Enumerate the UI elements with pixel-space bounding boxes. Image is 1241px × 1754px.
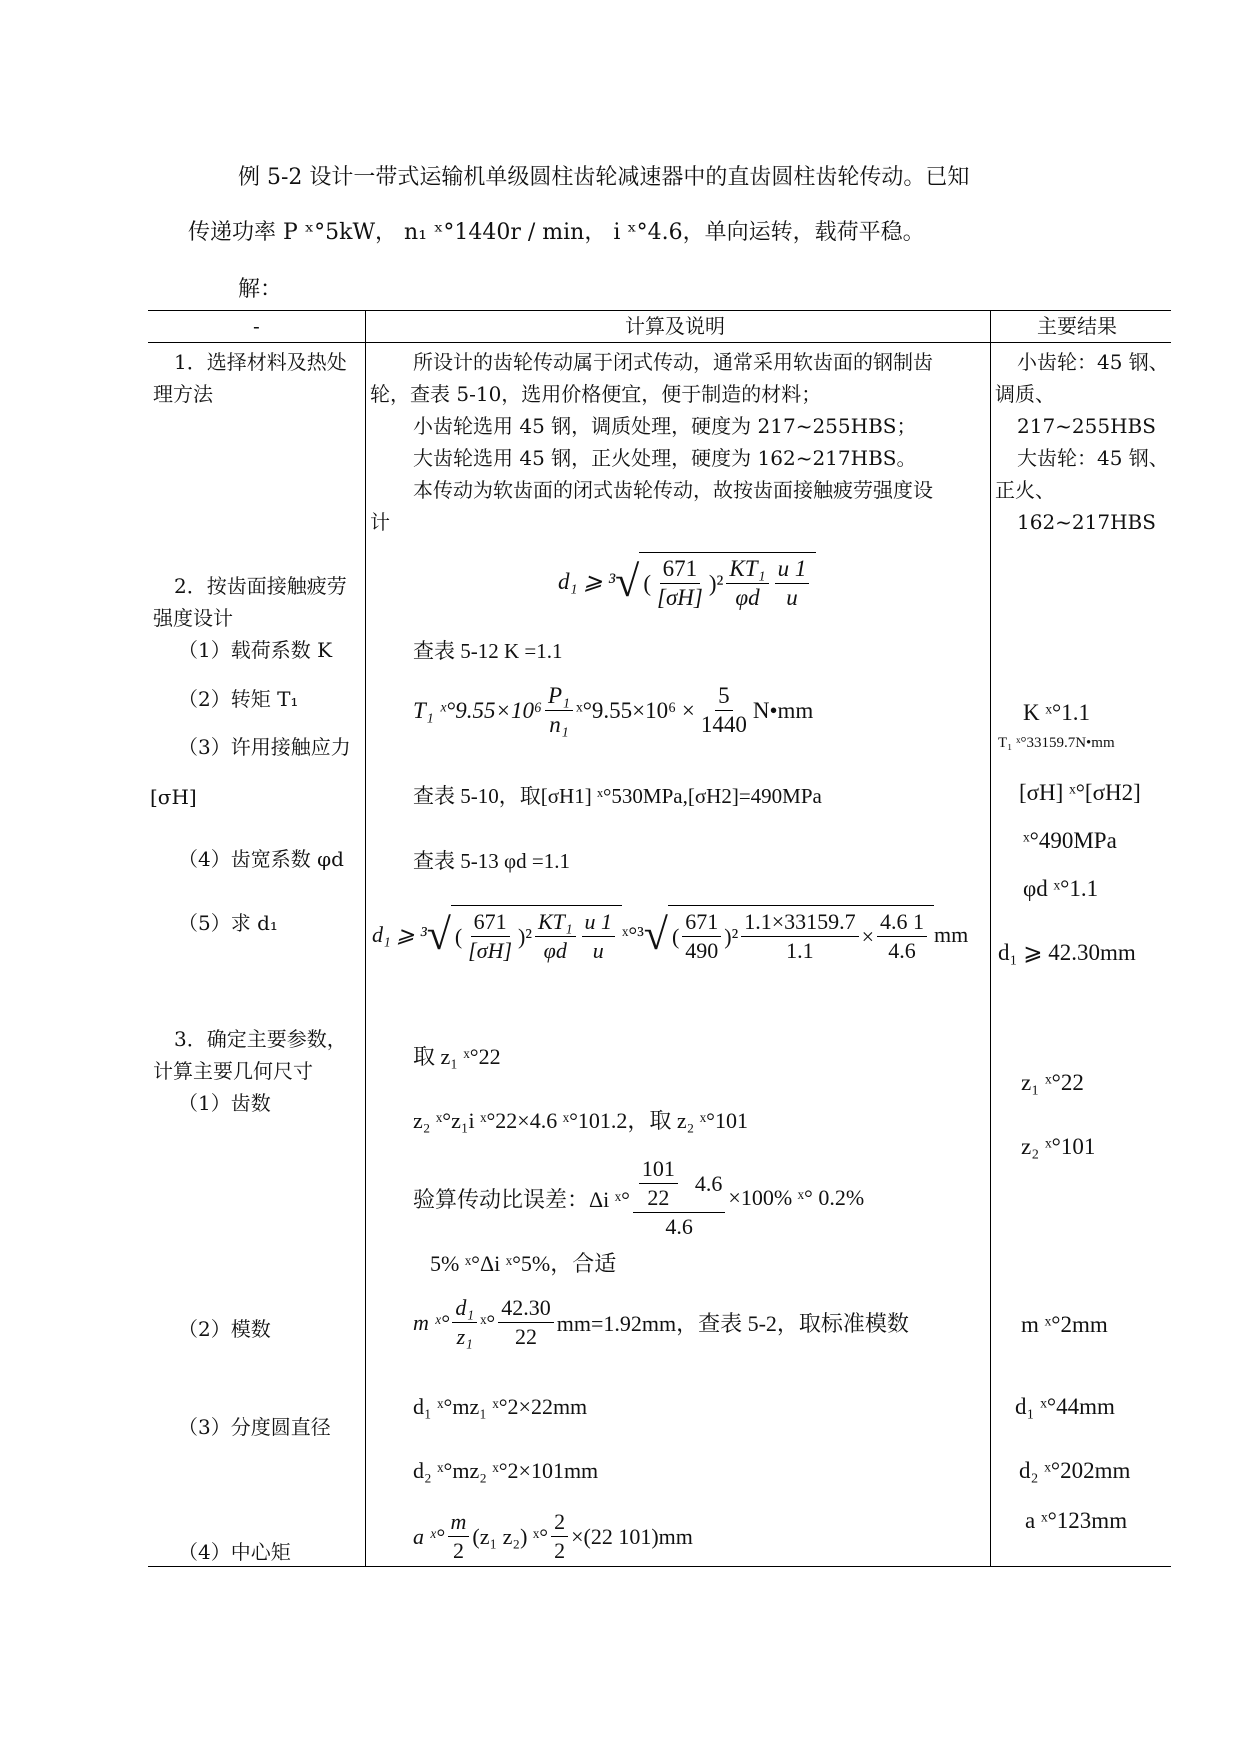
material-text-1: 所设计的齿轮传动属于闭式传动，通常采用软齿面的钢制齿 [413, 350, 933, 374]
material-text-6: 计 [370, 510, 390, 534]
load-factor-label: （1）载荷系数 K [178, 638, 333, 662]
intro-line-1: 例 5-2 设计一带式运输机单级圆柱齿轮减速器中的直齿圆柱齿轮传动。已知 [238, 165, 970, 190]
result-z1: z₁ ˣ°22 [1021, 1070, 1084, 1095]
result-d1: d₁ ˣ°44mm [1015, 1394, 1115, 1419]
frac-den: 1.1 [786, 938, 814, 963]
frac-num: KT₁ [535, 908, 576, 937]
frac-num: u 1 [775, 555, 810, 584]
frac-den: 22 [514, 1324, 537, 1349]
frac-num: 671 [471, 908, 510, 937]
center-distance-formula [413, 1508, 693, 1565]
torque-formula [413, 682, 813, 739]
frac-den: φd [735, 585, 760, 610]
z2-line: z₂ ˣ°z₁i ˣ°22×4.6 ˣ°101.2，取 z₂ ˣ°101 [413, 1108, 748, 1133]
frac-den: 4.6 [665, 1214, 693, 1239]
module-lhs: m ˣ° [413, 1309, 450, 1335]
cube-root: √ ( $\frac{671}{[\sigma H]}$ )² $\frac{\text{KT₁}}{\varphi d}$ $\frac{u 1}{u}$ [615, 552, 816, 612]
result-gear-2: 正火、 [995, 478, 1055, 502]
result-module: m ˣ°2mm [1021, 1312, 1108, 1337]
step-2-line-1: 2．按齿面接触疲劳 [174, 574, 347, 598]
contact-stress-label: （3）许用接触应力 [178, 735, 351, 759]
result-mpa: ˣ°490MPa [1023, 828, 1117, 853]
frac-num: 5 [715, 682, 733, 711]
center-distance-label: （4）中心矩 [178, 1540, 291, 1564]
table-col-divider-2 [990, 310, 991, 1566]
frac-num: 4.6 1 [877, 908, 927, 937]
allowable-stress-line: 查表 5-10，取[σH1] ˣ°530MPa,[σH2]=490MPa [413, 784, 822, 808]
frac-num: 101 [639, 1155, 678, 1184]
frac-num: 1.1×33159.7 [741, 908, 858, 937]
header-calculation: 计算及说明 [625, 314, 725, 338]
module-formula: m ˣ° $\frac{\text{d₁}}{\text{z₁}}$ ˣ° $\frac{42.30}{22}$ mm=1.92mm，查表 5-2，取标准模数 [413, 1295, 909, 1349]
result-gear-3: 162~217HBS [1017, 510, 1156, 534]
frac-den: φd [543, 938, 567, 963]
result-pinion-3: 217~255HBS [1017, 414, 1156, 438]
frac-num: d₁ [452, 1294, 477, 1323]
result-gear-1: 大齿轮：45 钢、 [1017, 446, 1169, 470]
module-label: （2）模数 [178, 1317, 271, 1341]
ratio-num-rest: 4.6 [694, 1170, 723, 1196]
design-formula [558, 552, 816, 612]
formula-unit: mm [934, 922, 969, 947]
face-width-label: （4）齿宽系数 φd [178, 847, 344, 871]
material-text-2: 轮，查表 5-10，选用价格便宜，便于制造的材料； [370, 382, 822, 406]
step-3-line-2: 计算主要几何尺寸 [153, 1059, 313, 1083]
frac-num: 671 [660, 555, 701, 584]
solution-label: 解： [238, 277, 283, 302]
frac-den: u [592, 938, 604, 963]
cube-root: √ ( $\frac{671}{490}$ )² $\frac{1.1\times 33159.7}{1.1}$ × $\frac{4.6 1}{4.6}$ [644, 905, 934, 965]
step-2-line-2: 强度设计 [153, 606, 233, 630]
frac-den: 4.6 [888, 938, 916, 963]
header-results: 主要结果 [1037, 314, 1117, 338]
torque-mid: ˣ°9.55×10⁶ × [576, 697, 695, 723]
teeth-label: （1）齿数 [178, 1091, 271, 1115]
result-d1-min: d₁ ⩾ 42.30mm [998, 940, 1136, 965]
header-step: - [253, 314, 260, 338]
d1-calc-formula [372, 905, 968, 965]
frac-num: 42.30 [498, 1294, 554, 1323]
ratio-error-formula [413, 1155, 864, 1241]
formula-lhs: d₁ ⩾ ³ [558, 569, 616, 594]
frac-num: u 1 [582, 908, 616, 937]
frac-den: 1440 [700, 712, 747, 737]
center-mid: (z₁ z₂) ˣ° [472, 1523, 549, 1549]
frac-den: [σH] [657, 585, 703, 610]
d1-line: d₁ ˣ°mz₁ ˣ°2×22mm [413, 1394, 588, 1419]
frac-num: KT₁ [726, 555, 768, 584]
step-1-line-2: 理方法 [153, 382, 213, 406]
torque-lhs: T₁ ˣ°9.55×10⁶ [413, 697, 542, 723]
ratio-error-label: 验算传动比误差：Δi ˣ° [413, 1186, 630, 1212]
torque-unit: N•mm [752, 697, 814, 723]
result-pinion-2: 调质、 [995, 382, 1055, 406]
center-lhs: a ˣ° [413, 1523, 445, 1549]
table-header-rule [148, 342, 1171, 343]
frac-num: P₁ [545, 682, 573, 711]
result-sigma: [σH] ˣ°[σH2] [1019, 780, 1141, 805]
contact-stress-symbol: [σH] [150, 785, 197, 809]
intro-line-2: 传递功率 P ˣ°5kW， n₁ ˣ°1440r / min， i ˣ°4.6，单向运转，载荷平稳。 [188, 220, 925, 245]
result-k: K ˣ°1.1 [1023, 700, 1090, 725]
result-t1: T₁ ˣ°33159.7N•mm [998, 735, 1115, 751]
step-1-line-1: 1．选择材料及热处 [174, 350, 347, 374]
frac-den: 2 [452, 1538, 464, 1563]
z1-line: 取 z₁ ˣ°22 [413, 1044, 501, 1069]
formula-eq: ˣ°³ [622, 922, 644, 947]
result-d2: d₂ ˣ°202mm [1019, 1458, 1131, 1483]
material-text-3: 小齿轮选用 45 钢，调质处理，硬度为 217~255HBS； [413, 414, 917, 438]
material-text-4: 大齿轮选用 45 钢，正火处理，硬度为 162~217HBS。 [413, 446, 917, 470]
table-col-divider-1 [365, 310, 366, 1566]
frac-num: m [448, 1508, 470, 1537]
frac-den: 490 [685, 938, 719, 963]
frac-den: z₁ [456, 1324, 473, 1349]
material-text-5: 本传动为软齿面的闭式齿轮传动，故按齿面接触疲劳强度设 [413, 478, 933, 502]
find-d1-label: （5）求 d₁ [178, 911, 278, 935]
frac-num: 2 [551, 1508, 568, 1537]
load-factor-line: 查表 5-12 K =1.1 [413, 639, 563, 663]
frac-den: 22 [647, 1185, 670, 1210]
formula-lhs: d₁ ⩾ ³ [372, 922, 427, 947]
step-3-line-1: 3．确定主要参数， [174, 1027, 347, 1051]
ratio-ok-line: 5% ˣ°Δi ˣ°5%，合适 [430, 1251, 617, 1276]
frac-den: n₁ [549, 712, 569, 737]
cube-root: √ ( $\frac{671}{[\sigma H]}$ )² $\frac{\text{KT₁}}{\varphi d}$ $\frac{u 1}{u}$ [427, 905, 622, 965]
result-z2: z₂ ˣ°101 [1021, 1134, 1096, 1159]
result-a: a ˣ°123mm [1025, 1508, 1128, 1533]
center-tail: ×(22 101)mm [571, 1523, 693, 1549]
frac-den: u [786, 585, 798, 610]
result-phi: φd ˣ°1.1 [1023, 876, 1099, 901]
ratio-error-tail: ×100% ˣ° 0.2% [728, 1185, 865, 1210]
module-tail: mm=1.92mm，查表 5-2，取标准模数 [556, 1311, 909, 1336]
face-width-line: 查表 5-13 φd =1.1 [413, 849, 570, 873]
frac-num: 671 [682, 908, 721, 937]
torque-label: （2）转矩 T₁ [178, 687, 299, 711]
frac-den: [σH] [468, 938, 513, 963]
result-pinion-1: 小齿轮：45 钢、 [1017, 350, 1169, 374]
d2-line: d₂ ˣ°mz₂ ˣ°2×101mm [413, 1458, 599, 1483]
pitch-diameter-label: （3）分度圆直径 [178, 1415, 331, 1439]
table-bottom-rule [148, 1566, 1171, 1567]
frac-den: 2 [554, 1538, 566, 1563]
